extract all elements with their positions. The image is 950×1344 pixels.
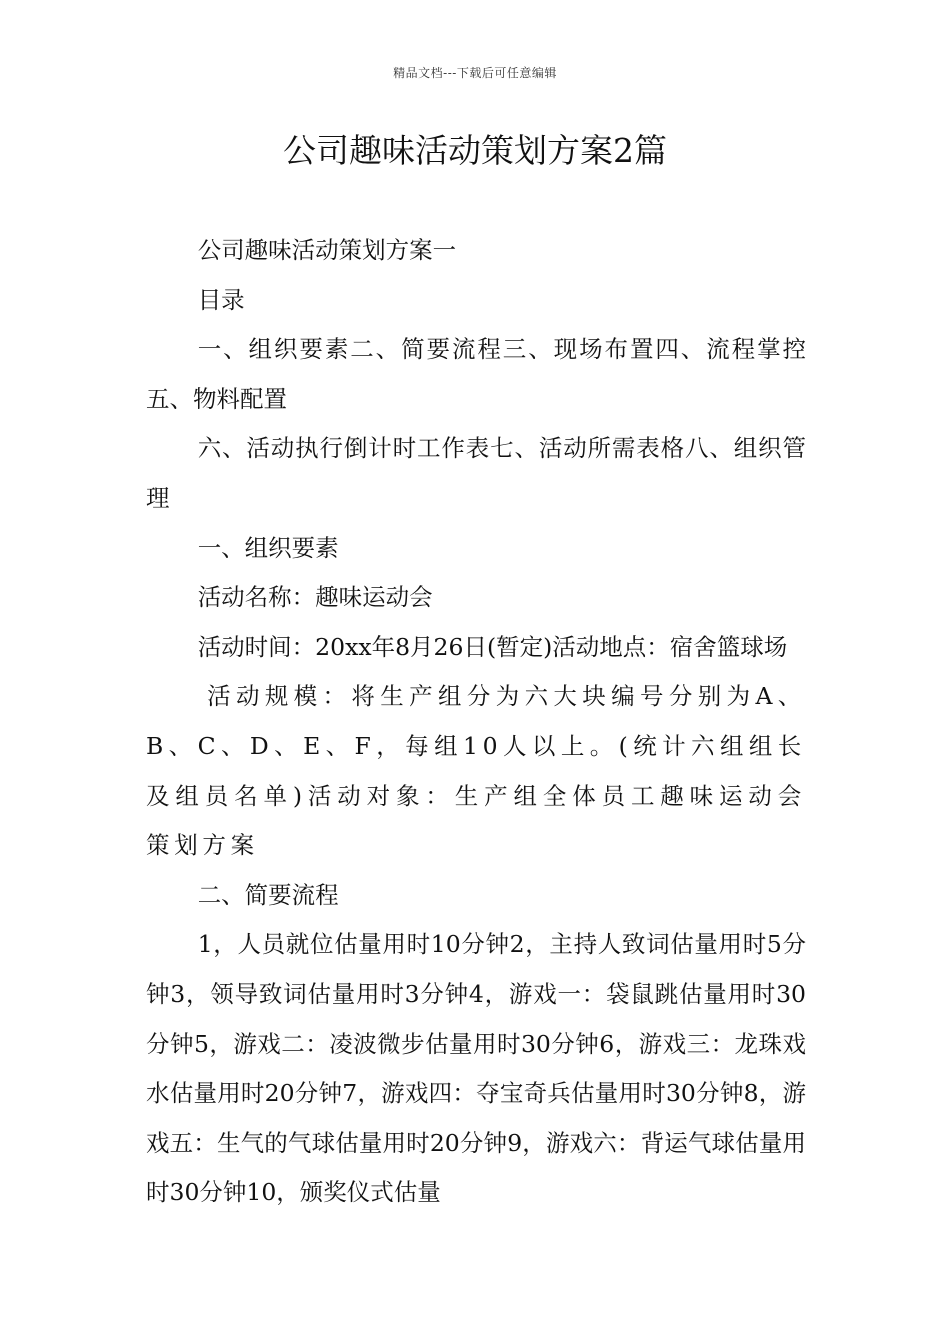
- paragraph-contents-list-1: 一、组织要素二、简要流程三、现场布置四、流程掌控五、物料配置: [146, 335, 806, 413]
- paragraph-flow-steps: 1，人员就位估量用时10分钟2，主持人致词估量用时5分钟3，领导致词估量用时3分钟4，游戏一：袋鼠跳估量用时30分钟5，游戏二：凌波微步估量用时30分钟6，游戏三：龙珠戏水估量用时20分钟7，游戏四：夺宝奇兵估量用时30分钟8，游戏五：生气的气球估量用时20分钟9，游戏六：背运气球估量用时30分钟10，颁奖仪式估量: [146, 930, 806, 1207]
- paragraph-activity-scale: 活动规模：将生产组分为六大块编号分别为A、B、C、D、E、F，每组10人以上。(统计六组组长及组员名单)活动对象：生产组全体员工趣味运动会策划方案: [146, 682, 806, 860]
- document-body: [146, 226, 806, 1218]
- paragraph-plan-one-heading: 公司趣味活动策划方案一: [197, 236, 457, 264]
- paragraph-contents-heading: 目录: [197, 285, 245, 314]
- paragraph-section-1-heading: 一、组织要素: [197, 533, 339, 562]
- paragraph-section-2-heading: 二、简要流程: [197, 880, 339, 909]
- paragraph-contents-list-2: 六、活动执行倒计时工作表七、活动所需表格八、组织管理: [146, 434, 806, 512]
- paragraph-activity-time-place: 活动时间：20xx年8月26日(暂定)活动地点：宿舍篮球场: [197, 632, 788, 661]
- paragraph-activity-name: 活动名称：趣味运动会: [197, 583, 433, 612]
- header-note: 精品文档---下载后可任意编辑: [393, 66, 557, 80]
- document-title: 公司趣味活动策划方案2篇: [283, 131, 667, 170]
